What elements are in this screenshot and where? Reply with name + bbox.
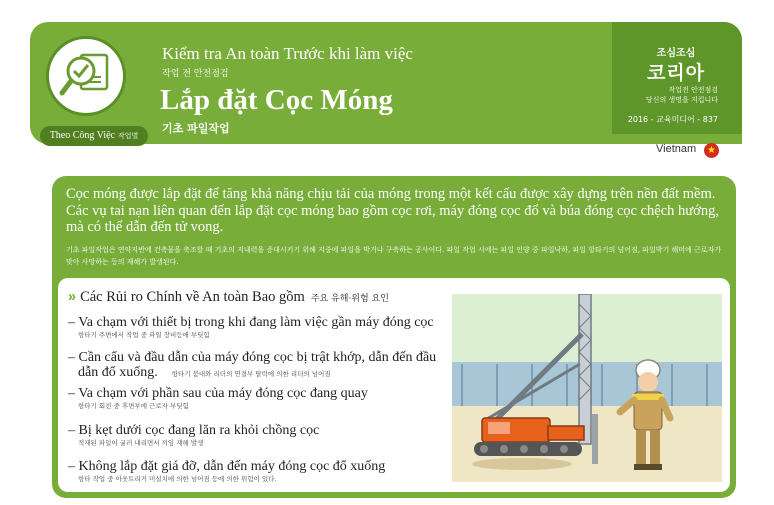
risk-item-ko: 항타기 붐대와 리더의 연결부 탈락에 의한 리더의 넘어짐 [171, 370, 331, 378]
checklist-magnifier-icon [59, 49, 115, 105]
badge-issue-number: 2016 - 교육미디어 - 837 [627, 115, 718, 124]
risk-item-ko: 적재된 파일이 굴러 내리면서 끼임 재해 발생 [78, 439, 204, 447]
risk-item-text: Cần cẩu và đầu dẫn của máy đóng cọc bị trật khớp, dẫn đến đầu [78, 350, 437, 365]
badge-top: 조심조심 [656, 48, 696, 59]
leader-mast [579, 294, 591, 444]
risk-item-text: Va chạm với phần sau của máy đóng cọc đang quay [78, 386, 368, 401]
pre-work-check-label-ko: 작업 전 안전점검 [162, 69, 229, 79]
category-tab [40, 126, 148, 146]
risk-item-text: Va chạm với thiết bị trong khi đang làm việc gần máy đóng cọc [78, 315, 434, 330]
risk-item: – Va chạm với phần sau của máy đóng cọc đang quay 항타기 회전 중 후면부에 근로자 부딪힘 [68, 386, 448, 411]
language-label: Vietnam [656, 143, 697, 155]
risk-item: – Không lắp đặt giá đỡ, dẫn đến máy đóng cọc đổ xuống 항타 작업 중 아웃트리거 미설치에 의한 넘어짐 등에 의한 위험이 있다. [68, 459, 448, 484]
badge-line2: 당신의 생명을 지킵니다 [645, 96, 718, 104]
risk-item-text: Không lắp đặt giá đỡ, dẫn đến máy đóng cọc đổ xuống [78, 459, 386, 474]
risk-title-text: Các Rủi ro Chính về An toàn Bao gồm [80, 289, 305, 305]
risk-section-title [68, 289, 389, 306]
inspection-icon-circle [46, 36, 126, 116]
category-label-ko: 작업별 [118, 132, 139, 140]
pre-work-check-label: Kiểm tra An toàn Trước khi làm việc [162, 44, 413, 63]
category-label: Theo Công Việc [49, 130, 115, 141]
risk-title-ko: 주요 유해·위험 요인 [310, 294, 389, 304]
badge-logo-text: 코리아 [646, 62, 706, 84]
double-chevron-icon: » [68, 289, 77, 305]
vietnam-flag-icon: ★ [704, 143, 719, 158]
risk-item: – Bị kẹt dưới cọc đang lăn ra khỏi chồng cọc 적재된 파일이 굴러 내리면서 끼임 재해 발생 [68, 423, 448, 448]
page-title-ko: 기초 파일작업 [162, 122, 230, 135]
risk-item-ko: 항타기 주변에서 작업 중 파일 장비등에 부딪힘 [78, 331, 210, 339]
risk-item-ko: 항타기 회전 중 후면부에 근로자 부딪힘 [78, 402, 189, 410]
risk-item: – Cần cẩu và đầu dẫn của máy đóng cọc bị trật khớp, dẫn đến đầu dẫn đổ xuống. 항타기 붐대와 리더의 연결부 탈락에 의한 리더의 넘어짐 [68, 350, 437, 380]
badge-line1: 작업전 안전점검 [668, 86, 718, 94]
risk-item: – Va chạm với thiết bị trong khi đang làm việc gần máy đóng cọc 항타기 주변에서 작업 중 파일 장비등에 부딪힘 [68, 315, 448, 340]
intro-text-ko: 기초 파일작업은 연약지반에 건축물을 축조할 때 기초의 지내력을 증대시키기 위해 지중에 파일을 박거나 구축하는 공사이다. 파일 작업 시에는 파일 인양 중 파일낙하, 파일 항타기의 넘어짐, 파일박기 해머에 근로자가 맞아 사망하는 등의 재해가 발생된다. [66, 246, 722, 266]
risk-item-text: Bị kẹt dưới cọc đang lăn ra khỏi chồng cọc [78, 423, 320, 438]
page-title: Lắp đặt Cọc Móng [160, 84, 393, 116]
pile-driver-illustration [452, 294, 722, 482]
risk-item-text-cont: dẫn đổ xuống. [78, 365, 158, 380]
intro-text: Cọc móng được lắp đặt để tăng khả năng chịu tải của móng trong một kết cấu được xây dựng trên nền đất mềm. Các vụ tai nạn liên quan đến lắp đặt cọc móng bao gồm cọc rơi, máy đóng cọc đổ và búa đóng cọc chệch hướng, mà có thể dẫn đến tử vong. [66, 186, 719, 235]
risk-item-ko: 항타 작업 중 아웃트리거 미설치에 의한 넘어짐 등에 의한 위험이 있다. [78, 475, 277, 483]
